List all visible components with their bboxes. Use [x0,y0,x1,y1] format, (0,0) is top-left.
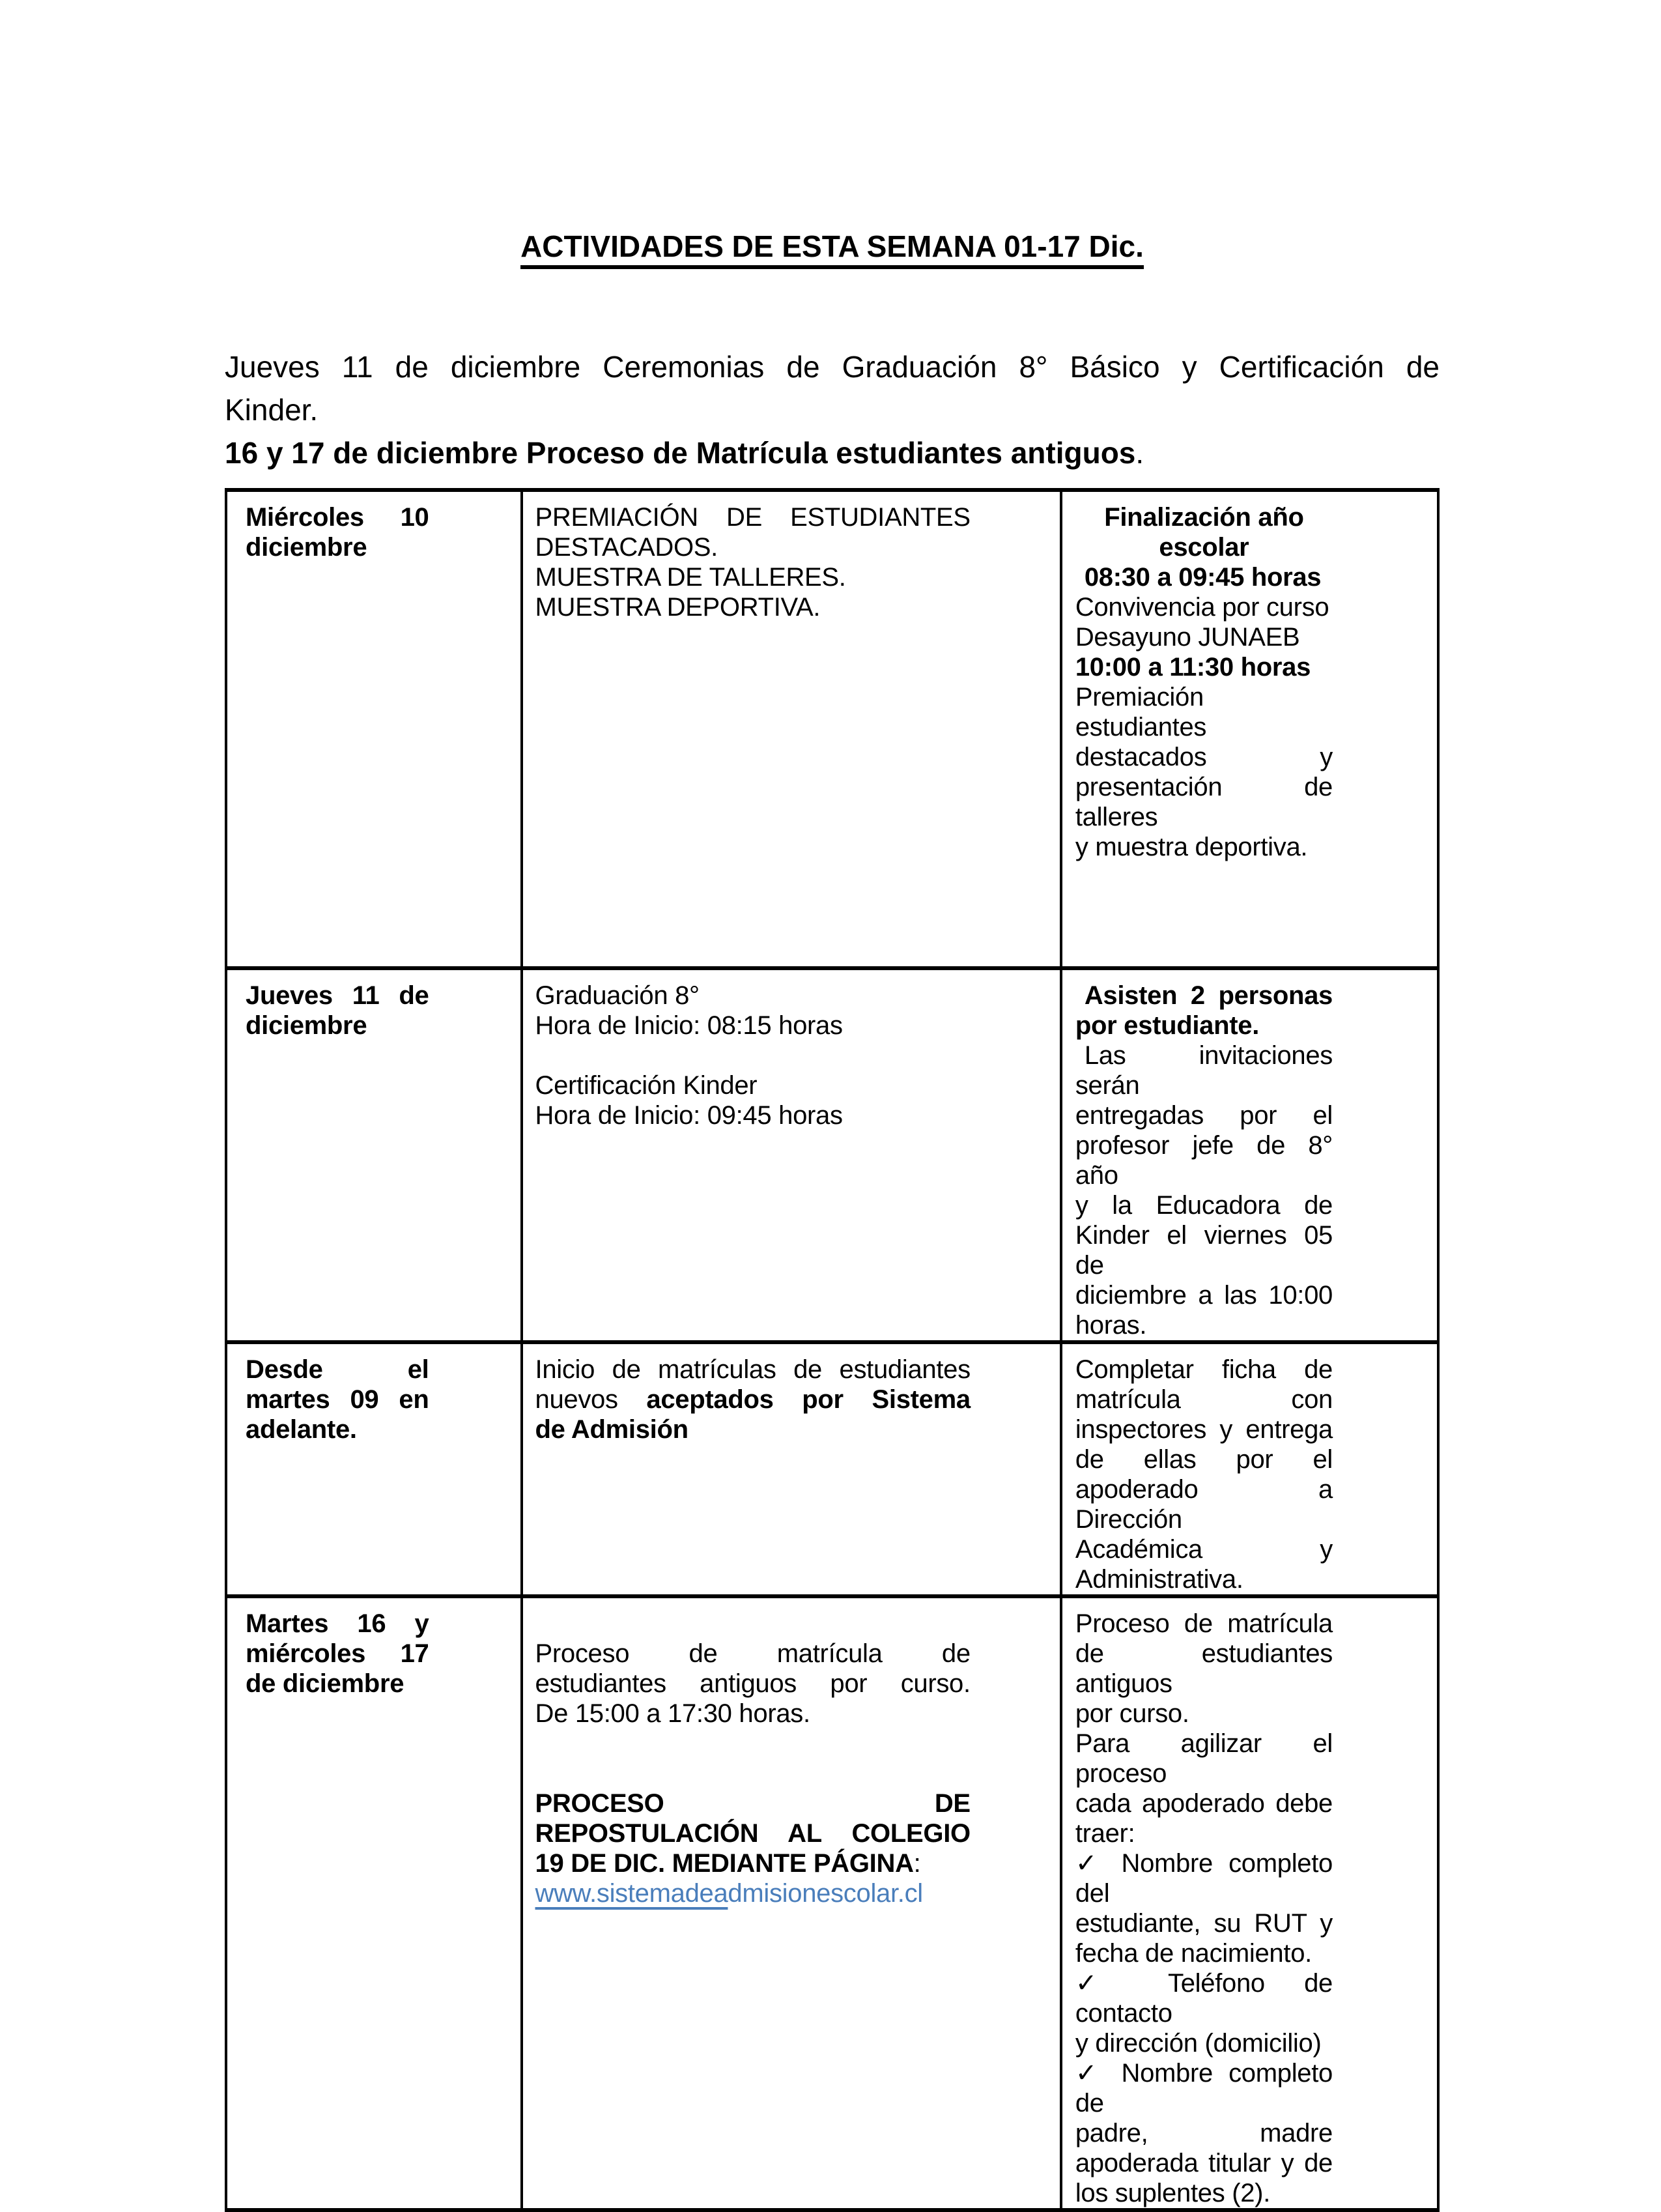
table-cell-r1-c3 [1061,490,1438,968]
text-segment: estudiante, su RUT y [1075,1909,1333,1938]
text-line [1075,1190,1333,1220]
table-cell-r4-c3 [1061,1596,1438,2210]
text-segment: De 15:00 a 17:30 horas. [535,1699,810,1728]
text-segment [535,1729,543,1758]
cell-paragraph [535,1041,971,1070]
cell-paragraph [1075,622,1333,652]
text-line [535,1070,971,1100]
schedule-table [225,488,1440,2212]
cell-paragraph [246,502,429,562]
text-segment: traer: [1075,1819,1135,1848]
text-segment: estudiantes antiguos por curso. [535,1669,971,1698]
text-segment: ✓ Nombre completo del [1075,1849,1333,1908]
cell-paragraph [535,1729,971,1788]
text-segment [535,1041,543,1070]
cell-paragraph [1075,981,1333,1041]
text-line [246,1669,429,1699]
text-segment: Kinder el viernes 05 de [1075,1221,1333,1280]
text-line [1075,562,1333,592]
text-line [1075,592,1333,622]
text-segment: REPOSTULACIÓN AL COLEGIO [535,1819,971,1848]
text-segment: Miércoles 10 [246,503,429,532]
text-segment: de diciembre [246,1669,405,1698]
text-line [1075,1639,1333,1699]
text-segment: PREMIACIÓN DE ESTUDIANTES [535,503,971,532]
text-segment: DESTACADOS. [535,533,718,562]
table-cell-r2-c1 [226,968,522,1342]
text-line [1075,652,1333,682]
cell-paragraph [535,1609,971,1639]
text-segment: y muestra deportiva. [1075,833,1308,861]
text-line [535,562,971,592]
text-segment: por curso. [1075,1699,1189,1728]
text-segment: adelante. [246,1415,357,1444]
text-line [246,1639,429,1669]
page-content [225,228,1440,2212]
text-line [1075,1938,1333,1968]
text-line [1075,742,1333,772]
text-segment: Completar ficha de [1075,1355,1333,1384]
cell-paragraph [246,1355,429,1444]
cell-paragraph [1075,682,1333,862]
cell-paragraph [535,1878,971,1908]
text-segment: nuevos [535,1385,647,1414]
text-line [535,1609,971,1639]
text-line [246,532,429,562]
text-segment: fecha de nacimiento. [1075,1939,1312,1968]
text-segment: 08:30 a 09:45 horas [1084,563,1322,592]
cell-paragraph [1075,502,1333,562]
cell-paragraph [1075,1355,1333,1594]
text-segment: horas. [1075,1311,1147,1340]
text-segment: destacados y [1075,743,1333,771]
text-line [535,1818,971,1848]
text-line [1075,772,1333,832]
text-segment: profesor jefe de 8° año [1075,1131,1333,1190]
table-row-4 [226,1596,1438,2210]
cell-paragraph [1075,562,1333,592]
text-segment: de estudiantes antiguos [1075,1639,1333,1698]
text-line [1075,1699,1333,1729]
text-segment: apoderada titular y de [1075,2149,1333,2177]
intro-line-3 [225,431,1440,474]
text-line [535,1878,971,1908]
text-segment: inspectores y entrega [1075,1415,1333,1444]
text-segment: cada apoderado debe [1075,1789,1333,1818]
text-segment: Graduación 8° [535,981,700,1010]
text-line [535,1011,971,1041]
table-row-3 [226,1342,1438,1596]
table-row-1 [226,490,1438,968]
text-segment: Premiación estudiantes [1075,683,1207,741]
cell-paragraph [535,1355,971,1444]
schedule-table-body [226,490,1438,2210]
text-segment: diciembre a las 10:00 [1075,1281,1333,1310]
text-line [1075,2118,1333,2148]
cell-paragraph [535,502,971,562]
text-segment: Finalización año [1104,503,1304,532]
cell-paragraph [246,1609,429,1699]
text-segment: Proceso de matrícula [1075,1609,1333,1638]
intro-line-3-tail: . [1135,436,1144,470]
title-row [225,228,1440,272]
text-segment [535,1609,543,1638]
text-line [535,502,971,532]
text-line [1075,2028,1333,2058]
text-line [535,1355,971,1385]
text-line [1075,1280,1333,1310]
text-line [1075,1908,1333,1938]
text-segment: 10:00 a 11:30 horas [1075,653,1311,682]
text-segment: Inicio de matrículas de estudiantes [535,1355,971,1384]
cell-paragraph [535,1011,971,1041]
text-line [535,1639,971,1669]
intro-line-2: Kinder. [225,393,319,427]
text-line [1075,1534,1333,1564]
text-line [246,1385,429,1415]
text-segment: 19 DE DIC. MEDIANTE PÁGINA [535,1849,914,1878]
intro-paragraph [225,345,1440,474]
text-segment: Hora de Inicio: 08:15 horas [535,1011,843,1040]
text-line [535,1669,971,1699]
text-segment: Desde el [246,1355,429,1384]
text-line [1075,1818,1333,1848]
text-line [1075,1788,1333,1818]
text-segment: escolar [1159,533,1249,562]
text-line [1075,1564,1333,1594]
text-line [246,1609,429,1639]
cell-paragraph [1075,1609,1333,2208]
text-segment: Martes 16 y [246,1609,429,1638]
text-segment: miércoles 17 [246,1639,429,1668]
table-cell-r4-c2 [522,1596,1061,2210]
text-line [246,1011,429,1041]
text-segment: ✓ Nombre completo de [1075,2059,1333,2118]
text-line [535,981,971,1011]
table-cell-r3-c3 [1061,1342,1438,1596]
text-segment: entregadas por el [1075,1101,1333,1130]
text-segment: de Admisión [535,1415,689,1444]
cell-paragraph [535,1100,971,1130]
text-segment: Certificación Kinder [535,1071,758,1100]
text-segment: Hora de Inicio: 09:45 horas [535,1101,843,1130]
text-line [535,1848,971,1878]
text-line [1075,502,1333,532]
text-line [1075,622,1333,652]
page-title: ACTIVIDADES DE ESTA SEMANA 01-17 Dic. [520,229,1144,269]
text-line [1075,2058,1333,2118]
text-segment: padre, madre [1075,2119,1333,2147]
text-line [535,1100,971,1130]
cell-paragraph [535,981,971,1011]
text-line [1075,1220,1333,1280]
text-segment: matrícula con [1075,1385,1333,1414]
table-cell-r2-c2 [522,968,1061,1342]
text-segment: Académica y [1075,1535,1333,1564]
text-segment: apoderado a Dirección [1075,1475,1333,1534]
cell-paragraph [1075,592,1333,622]
text-line [535,1415,971,1444]
text-segment: Asisten 2 personas [1084,981,1333,1010]
text-line [1075,1848,1333,1908]
cell-paragraph [535,1070,971,1100]
table-cell-r3-c1 [226,1342,522,1596]
text-segment: aceptados por Sistema [646,1385,971,1414]
text-segment: y la Educadora de [1075,1191,1333,1220]
cell-paragraph [535,592,971,622]
text-line [1075,1011,1333,1041]
text-segment: de ellas por el [1075,1445,1333,1474]
text-segment: y dirección (domicilio) [1075,2029,1322,2058]
text-segment: diciembre [246,1011,367,1040]
text-segment: Jueves 11 de [246,981,429,1010]
text-line [1075,1474,1333,1534]
table-cell-r3-c2 [522,1342,1061,1596]
text-segment: Administrativa. [1075,1565,1243,1594]
cell-paragraph [1075,1041,1333,1340]
admissions-website-link[interactable] [535,1879,923,1908]
link-text[interactable]: dmisionescolar.cl [728,1879,923,1908]
text-segment: Para agilizar el proceso [1075,1729,1333,1788]
table-cell-r4-c1 [226,1596,522,2210]
text-line [535,1041,971,1070]
text-line [1075,2178,1333,2208]
text-line [1075,1729,1333,1788]
text-line [535,1385,971,1415]
text-line [535,1759,971,1788]
cell-paragraph [535,1788,971,1878]
text-segment: MUESTRA DE TALLERES. [535,563,846,592]
text-line [1075,1355,1333,1385]
text-segment: Las invitaciones serán [1075,1041,1333,1100]
text-line [1075,1130,1333,1190]
text-segment: Desayuno JUNAEB [1075,623,1300,652]
cell-paragraph [535,562,971,592]
text-line [1075,1444,1333,1474]
cell-paragraph [246,981,429,1041]
table-cell-r1-c2 [522,490,1061,968]
text-line [1075,1041,1333,1100]
text-line [1075,1968,1333,2028]
text-line [246,1415,429,1444]
cell-paragraph [1075,652,1333,682]
text-line [1075,1415,1333,1444]
text-line [1075,832,1333,862]
text-segment: MUESTRA DEPORTIVA. [535,593,821,622]
text-segment: : [913,1849,921,1878]
text-segment [535,1759,543,1788]
text-line [1075,532,1333,562]
link-text[interactable]: www.sistemadea [535,1879,728,1908]
text-segment: ✓ Teléfono de contacto [1075,1969,1333,2028]
table-cell-r1-c1 [226,490,522,968]
text-segment: presentación de talleres [1075,773,1333,831]
text-segment: diciembre [246,533,367,562]
text-segment: Convivencia por curso [1075,593,1329,622]
text-segment: PROCESO DE [535,1789,971,1818]
text-line [535,1788,971,1818]
text-segment: los suplentes (2). [1075,2179,1271,2207]
text-line [1075,1310,1333,1340]
intro-line-1: Jueves 11 de diciembre Ceremonias de Graduación 8° Básico y Certificación de [225,350,1440,384]
text-line [1075,1385,1333,1415]
text-line [246,1355,429,1385]
text-line [1075,1100,1333,1130]
text-line [1075,1609,1333,1639]
text-line [1075,682,1333,742]
text-line [535,1699,971,1729]
text-line [535,592,971,622]
table-cell-r2-c3 [1061,968,1438,1342]
text-line [535,532,971,562]
text-line [246,981,429,1011]
cell-paragraph [535,1639,971,1729]
text-line [246,502,429,532]
text-line [1075,981,1333,1011]
text-segment: Proceso de matrícula de [535,1639,971,1668]
text-line [1075,2148,1333,2178]
table-row-2 [226,968,1438,1342]
text-segment: por estudiante. [1075,1011,1260,1040]
text-line [535,1729,971,1759]
text-segment: martes 09 en [246,1385,429,1414]
intro-line-3-bold: 16 y 17 de diciembre Proceso de Matrícula estudiantes antiguos [225,436,1136,470]
